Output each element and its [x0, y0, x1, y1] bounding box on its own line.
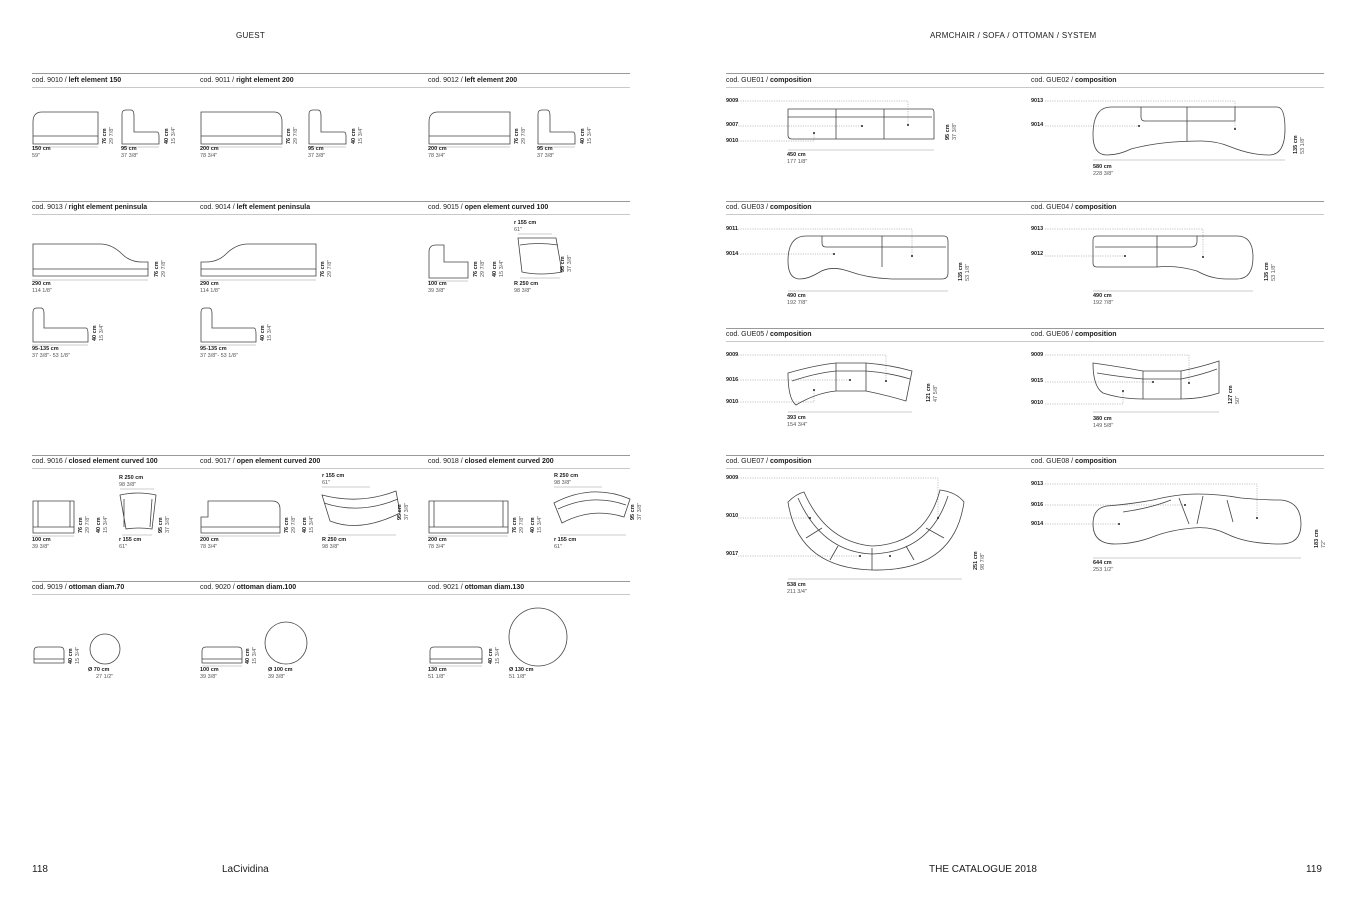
height-dimension: 76 cm 29 7/8" — [286, 126, 299, 144]
peninsula-front-drawing — [200, 240, 320, 282]
composition-title-gue05: cod. GUE05 / composition — [726, 331, 812, 338]
peninsula-front-drawing — [32, 240, 152, 282]
element-label: 9011 — [726, 226, 738, 232]
width-dimension: 490 cm 192 7/8" — [787, 293, 808, 306]
width-dimension: 200 cm 78 3/4" — [428, 146, 447, 159]
depth-dimension: 135 cm 53 1/8" — [1293, 135, 1306, 154]
element-label: 9014 — [726, 251, 739, 257]
element-label: 9010 — [726, 399, 739, 405]
element-label: 9010 — [1031, 400, 1044, 406]
curved-element-plan-drawing — [552, 487, 634, 537]
seat-height-dimension: 40 cm 15 3/4" — [245, 646, 258, 664]
right-page-number: 119 — [1306, 864, 1322, 875]
depth-dimension: 121 cm 47 5/8" — [926, 383, 939, 402]
curved-element-front-drawing — [428, 242, 470, 282]
brand-name: LaCividina — [222, 864, 269, 875]
depth-dimension: 95 cm 37 3/8" — [308, 146, 326, 159]
composition-plan-drawing — [726, 349, 926, 415]
depth-dimension: 183 cm 72" — [1314, 529, 1327, 548]
seat-height-dimension: 40 cm 15 3/4" — [302, 515, 315, 533]
outer-radius-dimension: R 250 cm 98 3/8" — [119, 475, 144, 488]
width-dimension: 100 cm 39 3/8" — [200, 667, 219, 680]
item-title-9010: cod. 9010 / left element 150 — [32, 77, 122, 84]
width-dimension: 450 cm 177 1/8" — [787, 152, 808, 165]
depth-dimension: 95-135 cm 37 3/8"- 53 1/8" — [200, 346, 238, 359]
composition-plan-drawing — [726, 223, 958, 293]
seat-height-dimension: 40 cm 15 3/4" — [351, 126, 364, 144]
height-dimension: 76 cm 29 7/8" — [512, 515, 525, 533]
ottoman-plan-drawing — [264, 621, 310, 667]
height-dimension: 76 cm 29 7/8" — [78, 515, 91, 533]
curved-element-plan-drawing — [320, 487, 402, 537]
depth-dimension: 95-135 cm 37 3/8"- 53 1/8" — [32, 346, 70, 359]
inner-radius-dimension: r 155 cm 61" — [322, 473, 345, 486]
outer-radius-dimension: R 250 cm 98 3/8" — [514, 281, 539, 294]
sofa-element-side-drawing — [121, 108, 161, 148]
item-title-9021: cod. 9021 / ottoman diam.130 — [428, 584, 525, 591]
width-dimension: 490 cm 192 7/8" — [1093, 293, 1114, 306]
width-dimension: 130 cm 51 1/8" — [428, 667, 447, 680]
depth-dimension: 95 cm 37 3/8" — [397, 502, 410, 520]
element-label: 9009 — [726, 352, 739, 358]
depth-dimension: 135 cm 53 1/8" — [958, 262, 971, 281]
item-title-9012: cod. 9012 / left element 200 — [428, 77, 518, 84]
seat-height-dimension: 40 cm 15 3/4" — [492, 259, 505, 277]
seat-height-dimension: 40 cm 15 3/4" — [260, 323, 273, 341]
sofa-element-side-drawing — [308, 108, 348, 148]
depth-dimension: 135 cm 53 1/8" — [1264, 262, 1277, 281]
sofa-element-front-drawing — [428, 108, 512, 148]
height-dimension: 76 cm 29 7/8" — [102, 126, 115, 144]
element-label: 9016 — [726, 377, 739, 383]
composition-plan-drawing — [1031, 95, 1293, 161]
seat-height-dimension: 40 cm 15 3/4" — [530, 515, 543, 533]
composition-title-gue01: cod. GUE01 / composition — [726, 77, 812, 84]
curved-element-front-drawing — [200, 497, 282, 537]
sofa-element-front-drawing — [200, 108, 284, 148]
height-dimension: 76 cm 29 7/8" — [154, 259, 167, 277]
depth-dimension: 127 cm 50" — [1228, 385, 1241, 404]
element-label: 9010 — [726, 513, 739, 519]
ottoman-front-drawing — [200, 645, 244, 667]
depth-dimension: 95 cm 37 3/8" — [945, 122, 958, 140]
depth-dimension: 95 cm 37 3/8" — [560, 254, 573, 272]
outer-radius-dimension: R 250 cm 98 3/8" — [322, 537, 347, 550]
composition-plan-drawing — [726, 95, 946, 151]
ottoman-front-drawing — [32, 645, 66, 667]
sofa-element-side-drawing — [537, 108, 577, 148]
item-title-9016: cod. 9016 / closed element curved 100 — [32, 458, 158, 465]
height-dimension: 76 cm 29 7/8" — [284, 515, 297, 533]
composition-title-gue07: cod. GUE07 / composition — [726, 458, 812, 465]
item-title-9014: cod. 9014 / left element peninsula — [200, 204, 311, 211]
item-title-9013: cod. 9013 / right element peninsula — [32, 204, 148, 211]
width-dimension: 150 cm 59" — [32, 146, 51, 159]
outer-radius-dimension: R 250 cm 98 3/8" — [554, 473, 579, 486]
inner-radius-dimension: r 155 cm 61" — [119, 537, 142, 550]
curved-element-front-drawing — [428, 497, 510, 537]
element-label: 9009 — [726, 98, 739, 104]
item-title-9015: cod. 9015 / open element curved 100 — [428, 204, 549, 211]
peninsula-side-drawing — [32, 306, 90, 346]
ottoman-front-drawing — [428, 645, 484, 667]
width-dimension: 100 cm 39 3/8" — [32, 537, 51, 550]
diameter-dimension: Ø 130 cm 51 1/8" — [509, 667, 534, 680]
left-page-number: 118 — [32, 864, 48, 875]
depth-dimension: 95 cm 37 3/8" — [537, 146, 555, 159]
height-dimension: 76 cm 29 7/8" — [473, 259, 486, 277]
inner-radius-dimension: r 155 cm 61" — [514, 220, 537, 233]
width-dimension: 200 cm 78 3/4" — [200, 146, 219, 159]
diameter-dimension: Ø 100 cm 39 3/8" — [268, 667, 293, 680]
element-label: 9014 — [1031, 521, 1044, 527]
curved-element-front-drawing — [32, 497, 76, 537]
curved-element-plan-drawing — [118, 489, 158, 537]
width-dimension: 200 cm 78 3/4" — [200, 537, 219, 550]
seat-height-dimension: 40 cm 15 3/4" — [164, 126, 177, 144]
item-title-9017: cod. 9017 / open element curved 200 — [200, 458, 321, 465]
element-label: 9007 — [726, 122, 739, 128]
composition-title-gue08: cod. GUE08 / composition — [1031, 458, 1117, 465]
element-label: 9009 — [726, 475, 739, 481]
item-title-9018: cod. 9018 / closed element curved 200 — [428, 458, 554, 465]
item-title-9020: cod. 9020 / ottoman diam.100 — [200, 584, 297, 591]
width-dimension: 380 cm 149 5/8" — [1093, 416, 1114, 429]
depth-dimension: 95 cm 37 3/8" — [121, 146, 139, 159]
inner-radius-dimension: r 155 cm 61" — [554, 537, 577, 550]
width-dimension: 290 cm 114 1/8" — [200, 281, 220, 294]
composition-plan-drawing — [726, 472, 976, 582]
seat-height-dimension: 40 cm 15 3/4" — [488, 646, 501, 664]
composition-title-gue03: cod. GUE03 / composition — [726, 204, 812, 211]
depth-dimension: 95 cm 37 3/8" — [630, 502, 643, 520]
width-dimension: 200 cm 78 3/4" — [428, 537, 447, 550]
ottoman-plan-drawing — [88, 633, 122, 667]
peninsula-side-drawing — [200, 306, 258, 346]
height-dimension: 76 cm 29 7/8" — [514, 126, 527, 144]
element-label: 9013 — [1031, 226, 1044, 232]
element-label: 9013 — [1031, 98, 1044, 104]
diameter-dimension: Ø 70 cm 27 1/2" — [88, 667, 114, 680]
sofa-element-front-drawing — [32, 108, 102, 148]
depth-dimension: 251 cm 98 7/8" — [973, 551, 986, 570]
width-dimension: 538 cm 211 3/4" — [787, 582, 807, 595]
composition-title-gue02: cod. GUE02 / composition — [1031, 77, 1117, 84]
item-title-9011: cod. 9011 / right element 200 — [200, 77, 294, 84]
width-dimension: 644 cm 253 1/2" — [1093, 560, 1114, 573]
element-label: 9009 — [1031, 352, 1044, 358]
seat-height-dimension: 40 cm 15 3/4" — [580, 126, 593, 144]
right-page-header: ARMCHAIR / SOFA / OTTOMAN / SYSTEM — [930, 31, 1097, 40]
seat-height-dimension: 40 cm 15 3/4" — [96, 515, 109, 533]
item-title-9019: cod. 9019 / ottoman diam.70 — [32, 584, 125, 591]
curved-element-plan-drawing — [514, 234, 566, 280]
width-dimension: 393 cm 154 3/4" — [787, 415, 808, 428]
element-label: 9013 — [1031, 481, 1044, 487]
height-dimension: 76 cm 29 7/8" — [320, 259, 333, 277]
element-label: 9017 — [726, 551, 739, 557]
composition-title-gue04: cod. GUE04 / composition — [1031, 204, 1117, 211]
composition-plan-drawing — [1031, 349, 1227, 415]
width-dimension: 100 cm 39 3/8" — [428, 281, 447, 294]
depth-dimension: 95 cm 37 3/8" — [158, 515, 171, 533]
seat-height-dimension: 40 cm 15 3/4" — [92, 323, 105, 341]
composition-plan-drawing — [1031, 478, 1311, 562]
composition-plan-drawing — [1031, 223, 1263, 293]
composition-title-gue06: cod. GUE06 / composition — [1031, 331, 1117, 338]
ottoman-plan-drawing — [508, 607, 570, 669]
left-page-header: GUEST — [236, 31, 266, 40]
catalogue-title: THE CATALOGUE 2018 — [929, 864, 1037, 875]
seat-height-dimension: 40 cm 15 3/4" — [68, 646, 81, 664]
element-label: 9012 — [1031, 251, 1044, 257]
width-dimension: 290 cm 114 1/8" — [32, 281, 52, 294]
element-label: 9014 — [1031, 122, 1044, 128]
element-label: 9015 — [1031, 378, 1044, 384]
width-dimension: 580 cm 228 3/8" — [1093, 164, 1114, 177]
element-label: 9016 — [1031, 502, 1044, 508]
element-label: 9010 — [726, 138, 739, 144]
